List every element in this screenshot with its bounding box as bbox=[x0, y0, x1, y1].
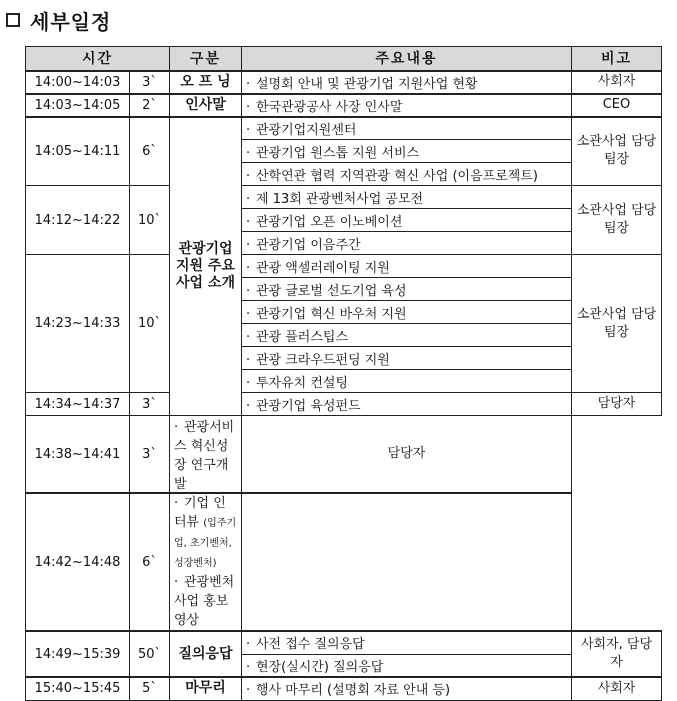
content-cell: · 관광서비스 혁신성장 연구개발 bbox=[170, 416, 242, 494]
checkbox-icon bbox=[6, 13, 20, 27]
table-row bbox=[26, 677, 662, 700]
content-cell: · 한국관광공사 사장 인사말 bbox=[242, 94, 572, 117]
duration-cell: 6` bbox=[130, 493, 170, 631]
category-cell: 마무리 bbox=[170, 677, 242, 700]
duration-cell: 3` bbox=[130, 393, 170, 416]
time-cell: 14:34~14:37 bbox=[26, 393, 130, 416]
header-note: 비고 bbox=[572, 47, 662, 71]
duration-cell: 3` bbox=[130, 71, 170, 94]
table-row bbox=[26, 416, 662, 494]
note-cell: 사회자, 담당자 bbox=[572, 631, 662, 677]
duration-cell: 6` bbox=[130, 117, 170, 186]
content-cell: · 관광기업 혁신 바우처 지원 bbox=[242, 301, 572, 324]
content-cell: · 관광 글로벌 선도기업 육성 bbox=[242, 278, 572, 301]
note-cell: 소관사업 담당팀장 bbox=[572, 117, 662, 186]
duration-cell: 50` bbox=[130, 631, 170, 677]
content-cell: · 관광 크라우드펀딩 지원 bbox=[242, 347, 572, 370]
duration-cell: 5` bbox=[130, 677, 170, 700]
content-cell: · 설명회 안내 및 관광기업 지원사업 현황 bbox=[242, 71, 572, 94]
content-cell: · 관광 액셀러레이팅 지원 bbox=[242, 255, 572, 278]
header-content: 주요내용 bbox=[242, 47, 572, 71]
table-row bbox=[26, 493, 662, 631]
note-cell: 담당자 bbox=[242, 416, 572, 494]
duration-cell: 10` bbox=[130, 186, 170, 255]
time-cell: 14:05~14:11 bbox=[26, 117, 130, 186]
header-time: 시간 bbox=[26, 47, 170, 71]
table-row bbox=[26, 393, 662, 416]
duration-cell: 3` bbox=[130, 416, 170, 494]
schedule-table bbox=[25, 46, 662, 701]
time-cell: 14:38~14:41 bbox=[26, 416, 130, 494]
duration-cell: 2` bbox=[130, 94, 170, 117]
note-cell: 사회자 bbox=[572, 677, 662, 700]
note-cell: 소관사업 담당팀장 bbox=[572, 255, 662, 393]
category-cell: 질의응답 bbox=[170, 631, 242, 677]
content-cell: · 제 13회 관광벤처사업 공모전 bbox=[242, 186, 572, 209]
table-row bbox=[26, 71, 662, 94]
content-cell: · 기업 인터뷰 (입주기업, 초기벤처, 성장벤처) · 관광벤처 사업 홍보영상 bbox=[170, 493, 242, 631]
time-cell: 14:23~14:33 bbox=[26, 255, 130, 393]
time-cell: 14:00~14:03 bbox=[26, 71, 130, 94]
note-cell: 담당자 bbox=[572, 393, 662, 416]
note-cell: 소관사업 담당팀장 bbox=[572, 186, 662, 255]
note-cell: 사회자 bbox=[572, 71, 662, 94]
time-cell: 14:12~14:22 bbox=[26, 186, 130, 255]
content-cell: · 관광기업 오픈 이노베이션 bbox=[242, 209, 572, 232]
table-row bbox=[26, 631, 662, 654]
time-cell: 14:03~14:05 bbox=[26, 94, 130, 117]
time-cell: 14:42~14:48 bbox=[26, 493, 130, 631]
header-row bbox=[26, 47, 662, 71]
content-cell: · 사전 접수 질의응답 bbox=[242, 631, 572, 654]
note-cell: CEO bbox=[572, 94, 662, 117]
category-cell: 인사말 bbox=[170, 94, 242, 117]
duration-cell: 10` bbox=[130, 255, 170, 393]
content-cell: · 관광기업 이음주간 bbox=[242, 232, 572, 255]
header-category: 구분 bbox=[170, 47, 242, 71]
content-cell: · 관광기업 원스톱 지원 서비스 bbox=[242, 140, 572, 163]
content-cell: · 관광기업지원센터 bbox=[242, 117, 572, 140]
content-cell: · 행사 마무리 (설명회 자료 안내 등) bbox=[242, 677, 572, 700]
table-row bbox=[26, 255, 662, 278]
note-cell bbox=[242, 493, 572, 631]
content-cell: · 관광기업 육성펀드 bbox=[242, 393, 572, 416]
table-row bbox=[26, 94, 662, 117]
table-row bbox=[26, 117, 662, 140]
section-title: 세부일정 bbox=[30, 9, 112, 34]
category-cell-group: 관광기업 지원 주요사업 소개 bbox=[170, 117, 242, 416]
table-row bbox=[26, 186, 662, 209]
content-cell: · 산학연관 협력 지역관광 혁신 사업 (이음프로젝트) bbox=[242, 163, 572, 186]
time-cell: 15:40~15:45 bbox=[26, 677, 130, 700]
content-cell: · 관광 플러스팁스 bbox=[242, 324, 572, 347]
time-cell: 14:49~15:39 bbox=[26, 631, 130, 677]
content-cell: · 투자유치 컨설팅 bbox=[242, 370, 572, 393]
category-cell: 오 프 닝 bbox=[170, 71, 242, 94]
section-heading bbox=[6, 6, 111, 34]
content-cell: · 현장(실시간) 질의응답 bbox=[242, 654, 572, 677]
